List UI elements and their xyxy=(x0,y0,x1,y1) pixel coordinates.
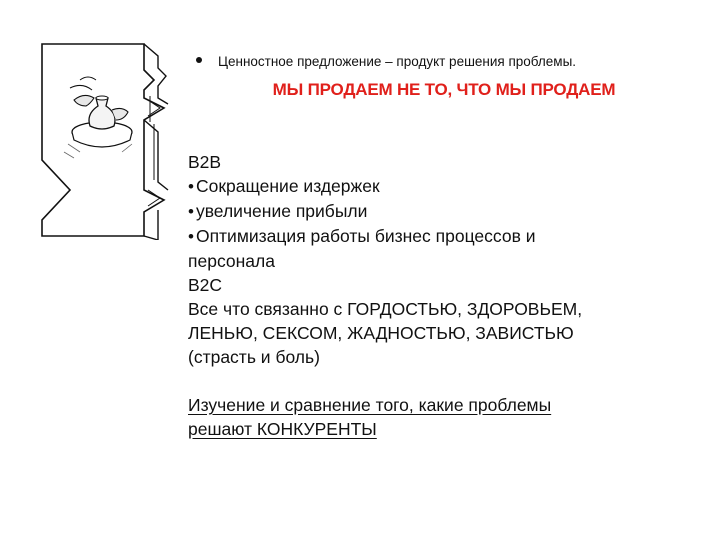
b2b-item: • Сокращение издержек xyxy=(188,174,688,199)
conclusion-line: Изучение и сравнение того, какие проблемы xyxy=(188,395,552,415)
b2b-item-continuation: персонала xyxy=(188,251,275,271)
potter-wheel-pottery-icon xyxy=(40,40,170,240)
b2c-line: Все что связанно с ГОРДОСТЬЮ, ЗДОРОВЬЕМ, xyxy=(188,299,583,319)
b2c-heading: B2C xyxy=(188,275,223,295)
body-text xyxy=(188,150,688,441)
conclusion-line: решают КОНКУРЕНТЫ xyxy=(188,419,377,439)
b2b-item: • Оптимизация работы бизнес процессов и xyxy=(188,224,688,249)
b2c-line: ЛЕНЬЮ, СЕКСОМ, ЖАДНОСТЬЮ, ЗАВИСТЬЮ xyxy=(188,323,574,343)
b2b-item: • увеличение прибыли xyxy=(188,199,688,224)
b2b-heading: B2B xyxy=(188,152,222,172)
value-proposition-text: Ценностное предложение – продукт решения проблемы. xyxy=(218,54,577,69)
b2c-line: (страсть и боль) xyxy=(188,347,320,367)
bullet-icon xyxy=(196,57,202,63)
value-proposition-bullet xyxy=(196,52,696,72)
spacer xyxy=(188,369,688,393)
headline: МЫ ПРОДАЕМ НЕ ТО, ЧТО МЫ ПРОДАЕМ xyxy=(272,80,616,99)
